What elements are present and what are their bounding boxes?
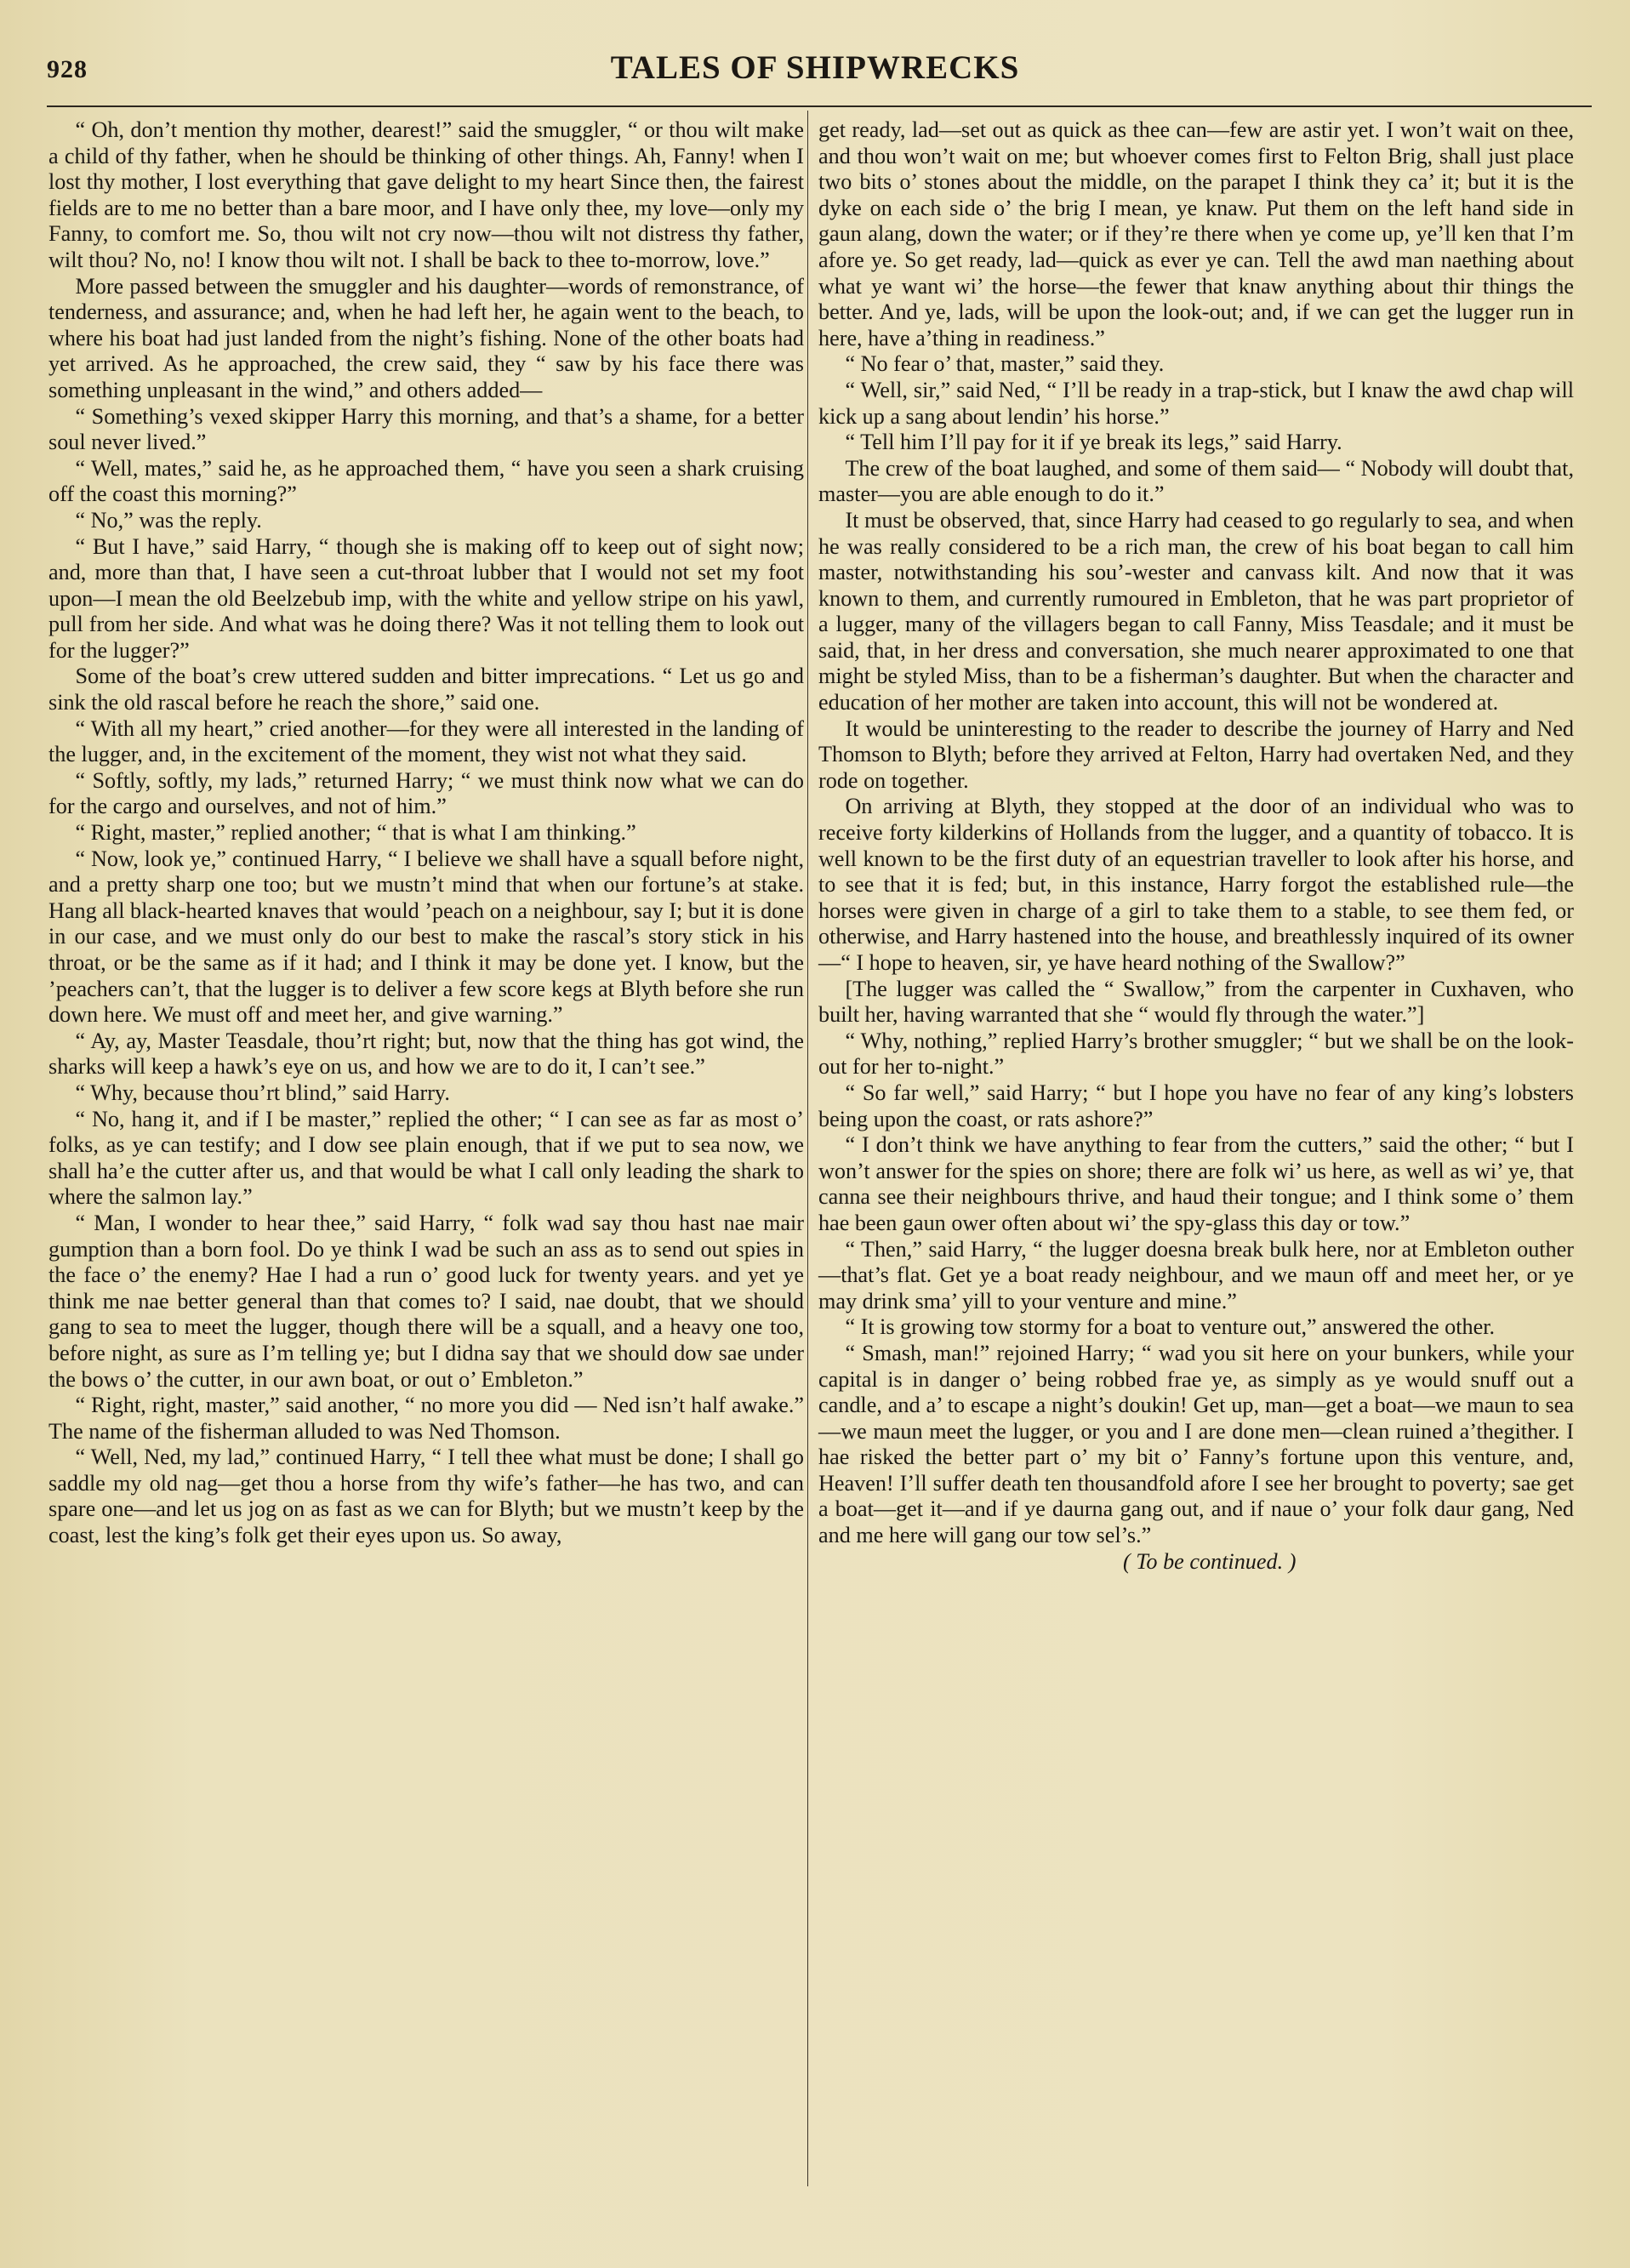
page-header <box>47 47 1583 84</box>
paragraph: “ Ay, ay, Master Teasdale, thou’rt right; but, now that the thing has got wind, the sharks will keep a hawk’s eye on us, and how we are to do it, I can’t see.” <box>48 1028 804 1080</box>
paragraph: “ No,” was the reply. <box>75 507 262 533</box>
paragraph: “ Now, look ye,” continued Harry, “ I believe we shall have a squall before night, and a pretty sharp one too; but we mustn’t mind that when our fortune’s at stake. Hang all black-hearted knaves that would ’peach on a neighbour, say I; but it is done in our case, and we must only do our best to make the rascal’s story stick in his throat, or be the same as if it had; and I think it may be done yet. I know, but the ’peachers can’t, that the lugger is to deliver a few score kegs at Blyth before she run down here. We must off and meet her, and give warning.” <box>48 846 804 1028</box>
paragraph: “ Softly, softly, my lads,” returned Harry; “ we must think now what we can do for the cargo and ourselves, and not of him.” <box>48 767 804 819</box>
paragraph: More passed between the smuggler and his daughter—words of remonstrance, of tenderness, and assurance; and, when he had left her, he again went to the beach, to where his boat had just landed from the night’s fishing. None of the other boats had yet arrived. As he approached, the crew said, they “ saw by his face there was something unpleasant in the wind,” and others added— <box>48 273 804 402</box>
paragraph: “ I don’t think we have anything to fear from the cutters,” said the other; “ but I won’t answer for the spies on shore; there are folk wi’ us here, as well as wi’ ye, that canna see their neighbours thrive, and haud their tongue; and I think some o’ them hae been gaun ower often about wi’ the spy-glass this day or tow.” <box>818 1132 1574 1235</box>
left-column <box>48 117 804 1549</box>
header-rule <box>47 105 1592 107</box>
paragraph: “ Well, Ned, my lad,” continued Harry, “ I tell thee what must be done; I shall go saddle my old nag—get thou a horse from thy wife’s father—he has two, and can spare one—and let us jog on as fast as we can for Blyth; but we mustn’t keep by the coast, lest the king’s folk get their eyes upon us. So away, <box>48 1445 804 1548</box>
paragraph: “ Why, because thou’rt blind,” said Harry. <box>75 1080 450 1105</box>
paragraph: “ No fear o’ that, master,” said they. <box>845 351 1165 377</box>
paragraph: “ Well, mates,” said he, as he approached them, “ have you seen a shark cruising off the coast this morning?” <box>48 455 804 507</box>
paragraph: “ Man, I wonder to hear thee,” said Harry, “ folk wad say thou hast nae mair gumption than a born fool. Do ye think I wad be such an ass as to send out spies in the face o’ the enemy? Hae I had a run o’ good luck for twenty years. and yet ye think me nae better general than that comes to? I said, nae doubt, that we should gang to sea to meet the lugger, though there will be a squall, and a heavy one too, before night, as sure as I’m telling ye; but I didna say that we should dow sae under the bows o’ the cutter, in our awn boat, or out o’ Embleton.” <box>48 1210 804 1392</box>
paragraph: “ But I have,” said Harry, “ though she is making off to keep out of sight now; and, more than that, I have seen a cut-throat lubber that I would not set my foot upon—I mean the old Beelzebub imp, with the white and yellow stripe on his yawl, pull from her side. And what was he doing there? Was it not telling them to look out for the lugger?” <box>48 533 804 663</box>
right-column <box>818 117 1574 1575</box>
paragraph: On arriving at Blyth, they stopped at the door of an individual who was to receive forty kilderkins of Hollands from the lugger, and a quantity of tobacco. It is well known to be the first duty of an equestrian traveller to look after his horse, and to see that it is fed; but, in this instance, Harry forgot the established rule—the horses were given in charge of a girl to take them to a stable, to see them fed, or otherwise, and Harry hastened into the house, and breathlessly inquired of its owner—“ I hope to heaven, sir, ye have heard nothing of the Swallow?” <box>818 794 1574 975</box>
paragraph: The crew of the boat laughed, and some of them said— “ Nobody will doubt that, master—you are able enough to do it.” <box>818 455 1574 507</box>
paragraph: It must be observed, that, since Harry had ceased to go regularly to sea, and when he was really considered to be a rich man, the crew of his boat began to call him master, notwithstanding his sou’-wester and canvass kilt. And now that it was known to them, and currently rumoured in Embleton, that he was part proprietor of a lugger, many of the villagers began to call Fanny, Miss Teasdale; and it must be said, that, in her dress and conversation, she much nearer approximated to one that might be styled Miss, than to be a fisherman’s daughter. But when the character and education of her mother are taken into account, this will not be wondered at. <box>818 507 1574 715</box>
running-title: TALES OF SHIPWRECKS <box>610 49 1020 86</box>
paragraph: “ Then,” said Harry, “ the lugger doesna break bulk here, nor at Embleton outher—that’s flat. Get ye a boat ready neighbour, and we maun off and meet her, or ye may drink sma’ yill to your venture and mine.” <box>818 1236 1574 1314</box>
paragraph: Some of the boat’s crew uttered sudden and bitter imprecations. “ Let us go and sink the old rascal before he reach the shore,” said one. <box>48 664 804 715</box>
to-be-continued: ( To be continued. ) <box>1123 1548 1297 1574</box>
paragraph: “ So far well,” said Harry; “ but I hope you have no fear of any king’s lobsters being upon the coast, or rats ashore?” <box>818 1080 1574 1131</box>
paragraph: “ It is growing tow stormy for a boat to venture out,” answered the other. <box>845 1314 1496 1340</box>
paragraph: “ Oh, don’t mention thy mother, dearest!” said the smuggler, “ or thou wilt make a child of thy father, when he should be thinking of other things. Ah, Fanny! when I lost thy mother, I lost everything that gave delight to my heart Since then, the fairest fields are to me no better than a bare moor, and I have only thee, my love—only my Fanny, to comfort me. So, thou wilt not cry now—thou wilt not distress thy father, wilt thou? No, no! I know thou wilt not. I shall be back to thee to-morrow, love.” <box>48 117 804 272</box>
paragraph: “ Well, sir,” said Ned, “ I’ll be ready in a trap-stick, but I knaw the awd chap will kick up a sang about lendin’ his horse.” <box>818 377 1574 429</box>
paragraph: “ Something’s vexed skipper Harry this morning, and that’s a shame, for a better soul never lived.” <box>48 403 804 455</box>
paragraph: “ With all my heart,” cried another—for they were all interested in the landing of the lugger, and, in the excitement of the moment, they wist not what they said. <box>48 715 804 767</box>
paragraph: It would be uninteresting to the reader to describe the journey of Harry and Ned Thomson to Blyth; before they arrived at Felton, Harry had overtaken Ned, and they rode on together. <box>818 715 1574 793</box>
paragraph: [The lugger was called the “ Swallow,” from the carpenter in Cuxhaven, who built her, having warranted that she “ would fly through the water.”] <box>818 976 1574 1028</box>
paragraph: “ Right, master,” replied another; “ that is what I am thinking.” <box>75 820 636 846</box>
paragraph: “ Smash, man!” rejoined Harry; “ wad you sit here on your bunkers, while your capital is in danger o’ being robbed frae ye, as simply as ye would snuff out a candle, and a’ to escape a night’s doukin! Get up, man—get a boat—we maun to sea —we maun meet the lugger, or you and I are done men—clean ruined a’thegither. I hae risked the better part o’ my bit o’ Fanny’s fortune upon this venture, and, Heaven! I’ll suffer death ten thousandfold afore I see her brought to poverty; sae get a boat—get it—and if ye daurna gang out, and if naue o’ your folk daur gang, Ned and me here will gang our tow sel’s.” <box>818 1340 1574 1548</box>
paragraph: “ Right, right, master,” said another, “ no more you did — Ned isn’t half awake.” The name of the fisherman alluded to was Ned Thomson. <box>48 1393 804 1444</box>
paragraph: “ Tell him I’ll pay for it if ye break its legs,” said Harry. <box>845 430 1342 455</box>
paragraph: “ Why, nothing,” replied Harry’s brother smuggler; “ but we shall be on the look-out for her to-night.” <box>818 1028 1574 1080</box>
paragraph: “ No, hang it, and if I be master,” replied the other; “ I can see as far as most o’ folks, as ye can testify; and I dow see plain enough, that if we put to sea now, we shall ha’e the cutter after us, and that would be what I call only leading the shark to where the salmon lay.” <box>48 1106 804 1210</box>
page-number: 928 <box>47 55 88 83</box>
paragraph: get ready, lad—set out as quick as thee can—few are astir yet. I won’t wait on thee, and thou won’t wait on me; but whoever comes first to Felton Brig, shall just place two bits o’ stones about the middle, on the parapet I think they ca’ it; but it is the dyke on each side o’ the brig I mean, ye knaw. Put them on the left hand side in gaun alang, down the water; or if they’re there when ye come up, ye’ll ken that I’m afore ye. So get ready, lad—quick as ever ye can. Tell the awd man naething about what ye want wi’ the horse—the fewer that knaw anything about thir things the better. And ye, lads, will be upon the look-out; and, if we can get the lugger run in here, have a’thing in readiness.” <box>818 117 1574 350</box>
column-divider <box>807 111 808 2186</box>
